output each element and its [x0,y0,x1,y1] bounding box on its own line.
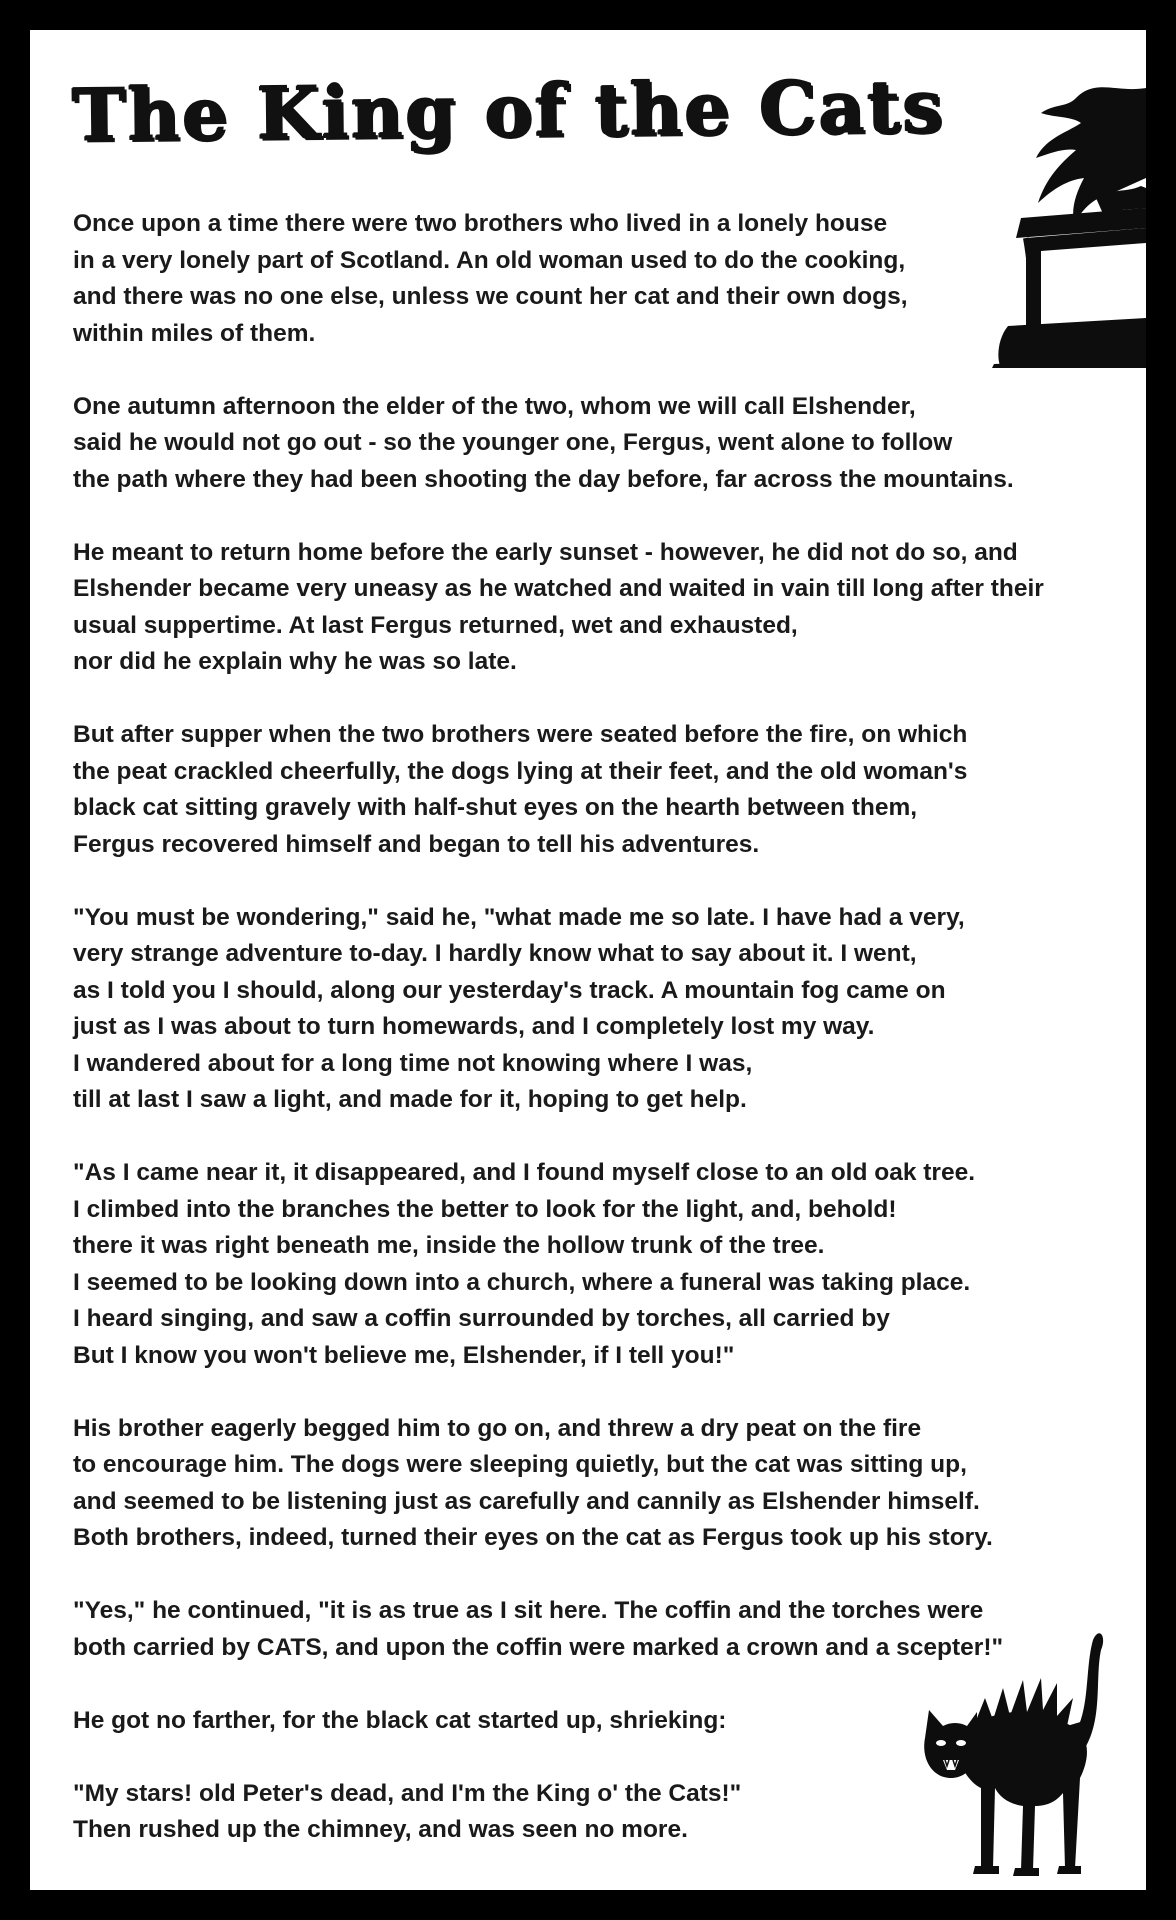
text-line: His brother eagerly begged him to go on, and threw a dry peat on the fire [73,1414,922,1442]
paragraph [73,1411,1133,1557]
text-line: Once upon a time there were two brothers who lived in a lonely house [73,210,888,237]
story-page [30,30,1146,1890]
paragraph [73,717,1133,863]
text-line: to encourage him. The dogs were sleeping quietly, but the cat was sitting up, [73,1451,967,1478]
text-line: I seemed to be looking down into a church, where a funeral was taking place. [73,1268,971,1296]
text-line: and there was no one else, unless we count her cat and their own dogs, [73,283,908,310]
text-line: One autumn afternoon the elder of the two, whom we will call Elshender, [73,392,916,420]
arched-black-cat-icon [915,1628,1115,1878]
text-line: Fergus recovered himself and began to tell his adventures. [73,830,760,858]
paragraph [73,1155,1133,1374]
text-line: But after supper when the two brothers were seated before the fire, on which [73,721,968,748]
text-line: just as I was about to turn homewards, and I completely lost my way. [73,1013,875,1040]
text-line: He meant to return home before the early sunset - however, he did not do so, and [73,538,1018,566]
text-line: I heard singing, and saw a coffin surrounded by torches, all carried by [73,1305,890,1332]
text-line: "Yes," he continued, "it is as true as I sit here. The coffin and the torches were [73,1597,984,1624]
text-line: "As I came near it, it disappeared, and I found myself close to an old oak tree. [73,1159,976,1186]
text-line: till at last I saw a light, and made for it, hoping to get help. [73,1086,747,1113]
text-line: "You must be wondering," said he, "what made me so late. I have had a very, [73,903,965,931]
text-line: Both brothers, indeed, turned their eyes on the cat as Fergus took up his story. [73,1524,993,1551]
text-line: Elshender became very uneasy as he watched and waited in vain till long after their [73,575,1044,602]
text-line: both carried by CATS, and upon the coffin were marked a crown and a scepter!" [73,1633,1004,1661]
text-line: nor did he explain why he was so late. [73,648,517,675]
text-line: and seemed to be listening just as carefully and cannily as Elshender himself. [73,1487,980,1515]
text-line: "My stars! old Peter's dead, and I'm the King o' the Cats!" [73,1779,742,1807]
page-title: The King of the Cats [71,63,946,158]
paragraph [73,900,1133,1119]
text-line: very strange adventure to-day. I hardly know what to say about it. I went, [73,940,917,967]
text-line: the path where they had been shooting the day before, far across the mountains. [73,465,1014,493]
text-line: I wandered about for a long time not knowing where I was, [73,1049,753,1077]
paragraph [73,206,1133,352]
text-line: said he would not go out - so the younger one, Fergus, went alone to follow [73,429,953,456]
text-line: usual suppertime. At last Fergus returned, wet and exhausted, [73,611,798,639]
text-line: in a very lonely part of Scotland. An old woman used to do the cooking, [73,246,906,274]
text-line: as I told you I should, along our yesterday's track. A mountain fog came on [73,976,946,1004]
text-line: within miles of them. [73,319,316,347]
text-line: Then rushed up the chimney, and was seen no more. [73,1816,688,1843]
text-line: black cat sitting gravely with half-shut eyes on the hearth between them, [73,794,918,821]
text-line: there it was right beneath me, inside the hollow trunk of the tree. [73,1232,825,1259]
text-line: But I know you won't believe me, Elshender, if I tell you!" [73,1341,735,1369]
text-line: the peat crackled cheerfully, the dogs lying at their feet, and the old woman's [73,757,968,785]
paragraph [73,535,1133,681]
text-line: He got no farther, for the black cat started up, shrieking: [73,1706,727,1734]
paragraph [73,389,1133,499]
text-line: I climbed into the branches the better to look for the light, and, behold! [73,1195,897,1223]
